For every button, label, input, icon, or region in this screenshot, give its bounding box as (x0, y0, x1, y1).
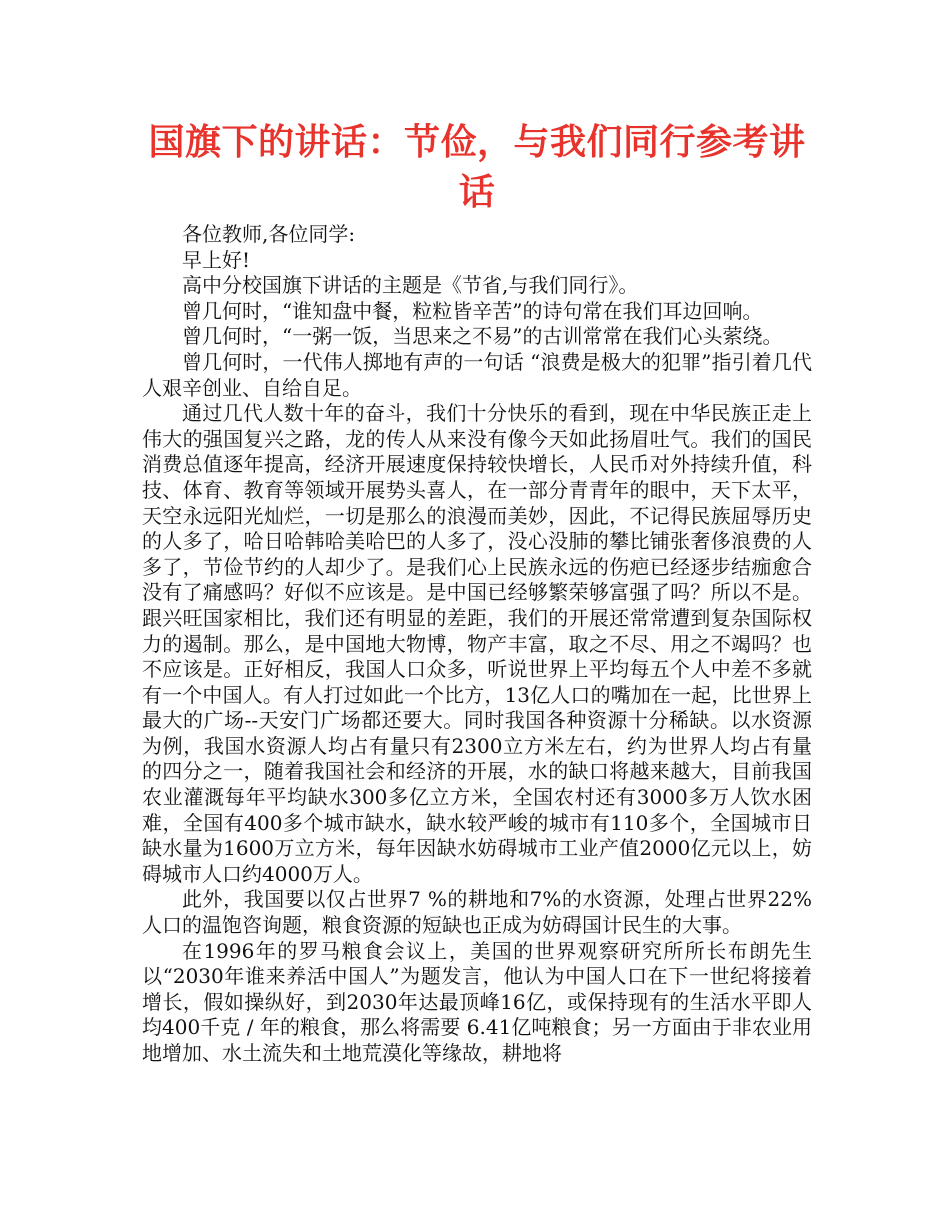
paragraph-greeting: 早上好! (182, 247, 251, 272)
paragraph-poem: 曾几何时，“谁知盘中餐，粒粒皆辛苦”的诗句常在我们耳边回响。 (182, 298, 763, 323)
paragraph-salutation: 各位教师,各位同学: (182, 222, 356, 246)
document-page (142, 118, 812, 1067)
document-body (142, 222, 812, 1067)
paragraph-resources: 此外，我国要以仅占世界7 %的耕地和7%的水资源，处理占世界22%人口的温饱咨询题，粮食资源的短缺也正成为妨碍国计民生的大事。 (142, 887, 812, 938)
paragraph-theme: 高中分校国旗下讲话的主题是《节省,与我们同行》。 (182, 273, 639, 298)
paragraph-ancient-saying: 曾几何时，“一粥一饭，当思来之不易”的古训常常在我们心头萦绕。 (182, 324, 783, 349)
document-title: 国旗下的讲话：节俭，与我们同行参考讲话 (148, 122, 806, 213)
paragraph-rome-conference: 在1996年的罗马粮食会议上，美国的世界观察研究所所长布朗先生以“2030年谁来养活中国人”为题发言，他认为中国人口在下一世纪将接着增长，假如操纵好，到2030年达最顶峰16亿，或保持现有的生活水平即人均400千克 / 年的粮食，那么将需要 6.41亿吨粮食；另一方面由于非农业用地增加、水土流失和土地荒漠化等缘故，耕地将 (142, 938, 812, 1065)
paragraph-main: 通过几代人数十年的奋斗，我们十分快乐的看到，现在中华民族正走上伟大的强国复兴之路，龙的传人从来没有像今天如此扬眉吐气。我们的国民消费总值逐年提高，经济开展速度保持较快增长，人民币对外持续升值，科技、体育、教育等领域开展势头喜人，在一部分青青年的眼中，天下太平，天空永远阳光灿烂，一切是那么的浪漫而美妙，因此，不记得民族屈辱历史的人多了，哈日哈韩哈美哈巴的人多了，没心没肺的攀比铺张奢侈浪费的人多了，节俭节约的人却少了。是我们心上民族永远的伤疤已经逐步结痂愈合没有了痛感吗？好似不应该是。是中国已经够繁荣够富强了吗？所以不是。跟兴旺国家相比，我们还有明显的差距，我们的开展还常常遭到复杂国际权力的遏制。那么，是中国地大物博，物产丰富，取之不尽、用之不竭吗？也不应该是。正好相反，我国人口众多，听说世界上平均每五个人中差不多就有一个中国人。有人打过如此一个比方，13亿人口的嘴加在一起，比世界上最大的广场--天安门广场都还要大。同时我国各种资源十分稀缺。以水资源为例，我国水资源人均占有量只有2300立方米左右，约为世界人均占有量的四分之一，随着我国社会和经济的开展，水的缺口将越来越大，目前我国农业灌溉每年平均缺水300多亿立方米，全国农村还有3000多万人饮水困难，全国有400多个城市缺水，缺水较严峻的城市有110多个，全国城市日缺水量为1600万立方米，每年因缺水妨碍城市工业产值2000亿元以上，妨碍城市人口约4000万人。 (142, 401, 812, 886)
paragraph-quote: 曾几何时，一代伟人掷地有声的一句话 “浪费是极大的犯罪”指引着几代人艰辛创业、自给自足。 (142, 349, 812, 400)
